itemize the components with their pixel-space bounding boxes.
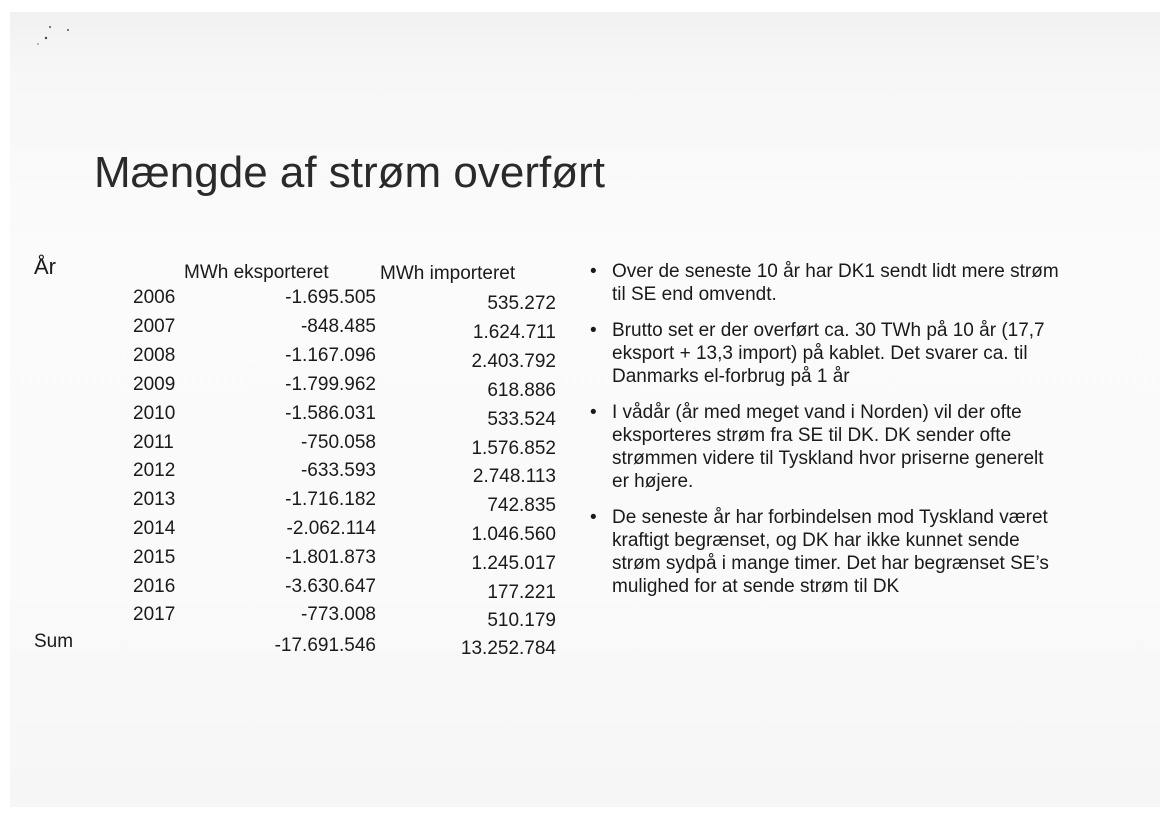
row-imported: 1.245.017: [471, 553, 556, 574]
bullet-text: I vådår (år med meget vand i Norden) vil der ofte eksporteres strøm fra SE til DK. DK sender ofte strømmen videre til Tyskland hvor priserne generelt er højere.: [612, 402, 1044, 492]
row-year: 2007: [133, 316, 176, 337]
row-exported: -1.799.962: [285, 374, 376, 395]
row-imported: 618.886: [487, 380, 556, 401]
header-exported: MWh eksporteret: [184, 262, 329, 283]
bullet-text: De seneste år har forbindelsen mod Tyskland været kraftigt begrænset, og DK har ikke kunnet sende strøm sydpå i mange timer. Det har begrænset SE’s mulighed for at sende strøm til DK: [612, 507, 1049, 597]
bullet-dot-icon: •: [590, 261, 597, 282]
bullet-item: [590, 506, 1060, 598]
row-year: 2016: [133, 576, 176, 597]
row-imported: 1.046.560: [471, 524, 556, 545]
bullet-dot-icon: •: [590, 320, 597, 341]
header-year: År: [34, 254, 56, 279]
row-exported: -2.062.114: [286, 518, 376, 539]
row-exported: -1.695.505: [285, 287, 376, 308]
row-imported: 535.272: [487, 293, 556, 314]
row-exported: -1.801.873: [285, 547, 376, 568]
bullet-text: Brutto set er der overført ca. 30 TWh på 10 år (17,7 eksport + 13,3 import) på kablet. Det svarer ca. til Danmarks el-forbrug på 1 år: [612, 320, 1045, 387]
table-row: [0, 460, 570, 488]
row-imported: 2.748.113: [472, 466, 556, 487]
row-exported: -1.716.182: [285, 489, 376, 510]
table-row: [0, 547, 570, 575]
table-row: [0, 576, 570, 604]
table-row: [0, 345, 570, 373]
row-year: 2010: [133, 403, 176, 424]
row-imported: 177.221: [487, 582, 556, 603]
page-title: Mængde af strøm overført: [94, 148, 606, 197]
bullet-item: [590, 401, 1060, 493]
scan-specks-decoration: [28, 24, 78, 64]
row-exported: -773.008: [300, 604, 376, 625]
table-row: [0, 316, 570, 344]
row-year: 2009: [133, 374, 176, 395]
row-year: 2011: [133, 432, 174, 453]
row-imported: 533.524: [487, 409, 556, 430]
table-row: [0, 489, 570, 517]
table-row: [0, 287, 570, 315]
row-year: 2012: [133, 460, 176, 481]
row-year: 2006: [133, 287, 176, 308]
row-exported: -848.485: [300, 316, 376, 337]
row-imported: 742.835: [487, 495, 556, 516]
header-imported: MWh importeret: [380, 263, 516, 284]
row-year: 2008: [133, 345, 176, 366]
sum-imported: 13.252.784: [460, 638, 556, 659]
sum-exported: -17.691.546: [274, 635, 376, 656]
table-row: [0, 518, 570, 546]
table-row: [0, 374, 570, 402]
bullet-dot-icon: •: [590, 507, 597, 528]
row-exported: -1.167.096: [285, 345, 376, 366]
row-year: 2013: [133, 489, 176, 510]
sum-label: Sum: [34, 631, 74, 652]
bullet-item: [590, 260, 1060, 306]
table-row: [0, 432, 570, 460]
row-imported: 1.624.711: [472, 322, 556, 343]
row-exported: -633.593: [300, 460, 376, 481]
bullet-item: [590, 319, 1060, 388]
bullet-text: Over de seneste 10 år har DK1 sendt lidt mere strøm til SE end omvendt.: [612, 261, 1059, 305]
row-year: 2014: [133, 518, 176, 539]
row-imported: 510.179: [487, 610, 556, 631]
row-imported: 2.403.792: [471, 351, 556, 372]
row-year: 2015: [133, 547, 176, 568]
row-imported: 1.576.852: [471, 438, 556, 459]
bullet-list: [590, 260, 1060, 611]
row-exported: -1.586.031: [285, 403, 376, 424]
bullet-dot-icon: •: [590, 402, 597, 423]
row-year: 2017: [133, 604, 176, 625]
table-row: [0, 604, 570, 632]
row-exported: -750.058: [300, 432, 376, 453]
table-row: [0, 403, 570, 431]
row-exported: -3.630.647: [285, 576, 376, 597]
